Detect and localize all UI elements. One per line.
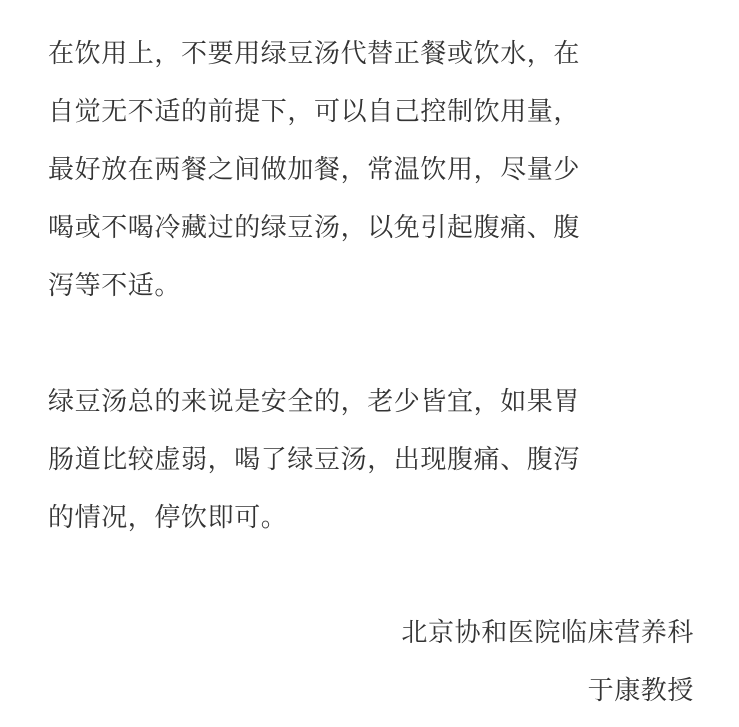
- author-signature: [401, 604, 694, 720]
- paragraph-safety-note: [48, 373, 580, 547]
- text-line: 绿豆汤总的来说是安全的，老少皆宜，如果胃: [48, 387, 581, 417]
- text-line: 在饮用上，不要用绿豆汤代替正餐或饮水，在: [48, 39, 581, 69]
- text-line: 最好放在两餐之间做加餐，常温饮用，尽量少: [48, 155, 581, 185]
- author-department: 北京协和医院临床营养科: [401, 618, 694, 648]
- text-line: 泻等不适。: [48, 271, 182, 301]
- author-name: 于康教授: [587, 676, 694, 706]
- text-line: 自觉无不适的前提下，可以自己控制饮用量，: [48, 97, 581, 127]
- paragraph-drinking-advice: [48, 25, 580, 315]
- text-line: 喝或不喝冷藏过的绿豆汤，以免引起腹痛、腹: [48, 213, 581, 243]
- text-line: 的情况，停饮即可。: [48, 503, 288, 533]
- text-line: 肠道比较虚弱，喝了绿豆汤，出现腹痛、腹泻: [48, 445, 581, 475]
